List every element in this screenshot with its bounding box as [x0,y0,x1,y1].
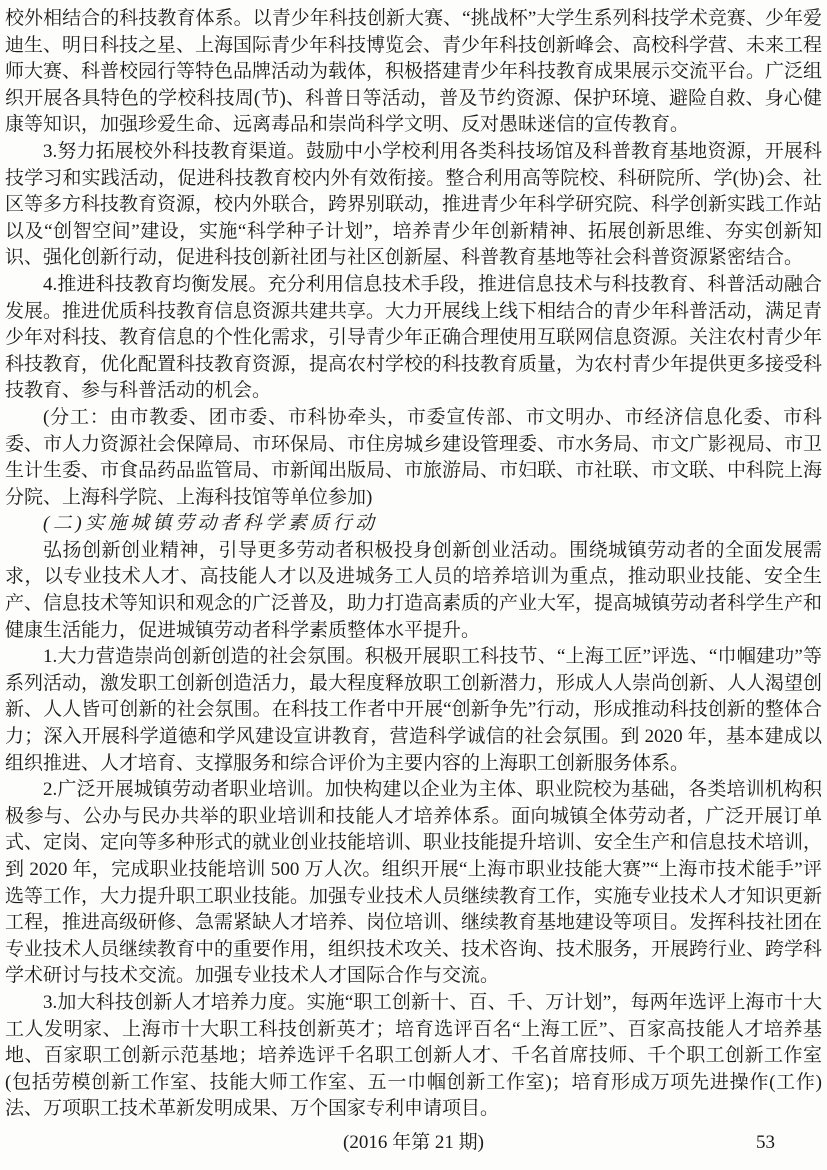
footer-page-number: 53 [756,1132,775,1153]
paragraph-item-3-talent-cultivation: 3.加大科技创新人才培养力度。实施“职工创新十、百、千、万计划”，每两年选评上海市十大工人发明家、上海市十大职工科技创新英才；培育选评百名“上海工匠”、百家高技能人才培养基地、百家职工创新示范基地；培养选评千名职工创新人才、千名首席技师、千个职工创新工作室(包括劳模创新工作室、技能大师工作室、五一巾帼创新工作室)；培育形成万项先进操作(工作)法、万项职工技术革新发明成果、万个国家专利申请项目。 [5,991,822,1120]
paragraph-section-intro: 弘扬创新创业精神，引导更多劳动者积极投身创新创业活动。围绕城镇劳动者的全面发展需求，以专业技术人才、高技能人才以及进城务工人员的培养培训为重点，推动职业技能、安全生产、信息技术等知识和观念的广泛普及，助力打造高素质的产业大军，提高城镇劳动者科学生产和健康生活能力，促进城镇劳动者科学素质整体水平提升。 [5,539,823,641]
paragraph-item-1-innovation-atmosphere: 1.大力营造崇尚创新创造的社会氛围。积极开展职工科技节、“上海工匠”评选、“巾帼建功”等系列活动，激发职工创新创造活力，最大程度释放职工创新潜力，形成人人崇尚创新、人人渴望创新、人人皆可创新的社会氛围。在科技工作者中开展“创新争先”行动，形成推动科技创新的整体合力；深入开展科学道德和学风建设宣讲教育，营造科学诚信的社会氛围。到 2020 年，基本建成以组织推进、人才培育、支撑服务和综合评价为主要内容的上海职工创新服务体系。 [5,646,823,774]
paragraph-item-3-outdoor-channels: 3.努力拓展校外科技教育渠道。鼓励中小学校利用各类科技场馆及科普教育基地资源，开展科技学习和实践活动，促进科技教育校内外有效衔接。整合利用高等院校、科研院所、学(协)会、社区等多方科技教育资源，校内外联合，跨界别联动，推进青少年科学研究院、科学创新实践工作站以及“创智空间”建设，实施“科学种子计划”，培养青少年创新精神、拓展创新思维、夯实创新知识、强化创新行动，促进科技创新社团与社区创新屋、科普教育基地等社会科普资源紧密结合。 [5,140,823,269]
body-text-column [5,6,822,1123]
paragraph-item-4-balanced-education: 4.推进科技教育均衡发展。充分利用信息技术手段，推进信息技术与科技教育、科普活动融合发展。推进优质科技教育信息资源共建共享。大力开展线上线下相结合的青少年科普活动，满足青少年对科技、教育信息的个性化需求，引导青少年正确合理使用互联网信息资源。关注农村青少年科技教育，优化配置科技教育资源，提高农村学校的科技教育质量，为农村青少年提供更多接受科技教育、参与科普活动的机会。 [5,273,823,402]
page-footer [0,1130,827,1156]
section-heading-urban-workers: (二)实施城镇劳动者科学素质行动 [43,513,378,535]
paragraph-item-2-vocational-training: 2.广泛开展城镇劳动者职业培训。加快构建以企业为主体、职业院校为基础，各类培训机构积极参与、公办与民办共举的职业培训和技能人才培养体系。面向城镇全体劳动者，广泛开展订单式、定岗、定向等多种形式的就业创业技能培训、职业技能提升培训、安全生产和信息技术培训，到 2020 年，完成职业技能培训 500 万人次。组织开展“上海市职业技能大赛”“上海市技术能手”评选等工作，大力提升职工职业技能。加强专业技术人员继续教育工作，实施专业技术人才知识更新工程，推进高级研修、急需紧缺人才培养、岗位培训、继续教育基地建设等项目。发挥科技社团在专业技术人员继续教育中的重要作用，组织技术攻关、技术咨询、技术服务，开展跨行业、跨学科学术研讨与技术交流。加强专业技术人才国际合作与交流。 [5,779,823,987]
paragraph-division-of-labor: (分工：由市教委、团市委、市科协牵头，市委宣传部、市文明办、市经济信息化委、市科委、市人力资源社会保障局、市环保局、市住房城乡建设管理委、市水务局、市文广影视局、市卫生计生委、市食品药品监管局、市新闻出版局、市旅游局、市妇联、市社联、市文联、中科院上海分院、上海科学院、上海科技馆等单位参加) [5,406,823,508]
footer-issue-label: (2016 年第 21 期) [343,1132,484,1153]
paragraph-continuation: 校外相结合的科技教育体系。以青少年科技创新大赛、“挑战杯”大学生系列科技学术竞赛、少年爱迪生、明日科技之星、上海国际青少年科技博览会、青少年科技创新峰会、高校科学营、未来工程师大赛、科普校园行等特色品牌活动为载体，积极搭建青少年科技教育成果展示交流平台。广泛组织开展各具特色的学校科技周(节)、科普日等活动，普及节约资源、保护环境、避险自救、身心健康等知识，加强珍爱生命、远离毒品和崇尚科学文明、反对愚昧迷信的宣传教育。 [5,8,823,136]
